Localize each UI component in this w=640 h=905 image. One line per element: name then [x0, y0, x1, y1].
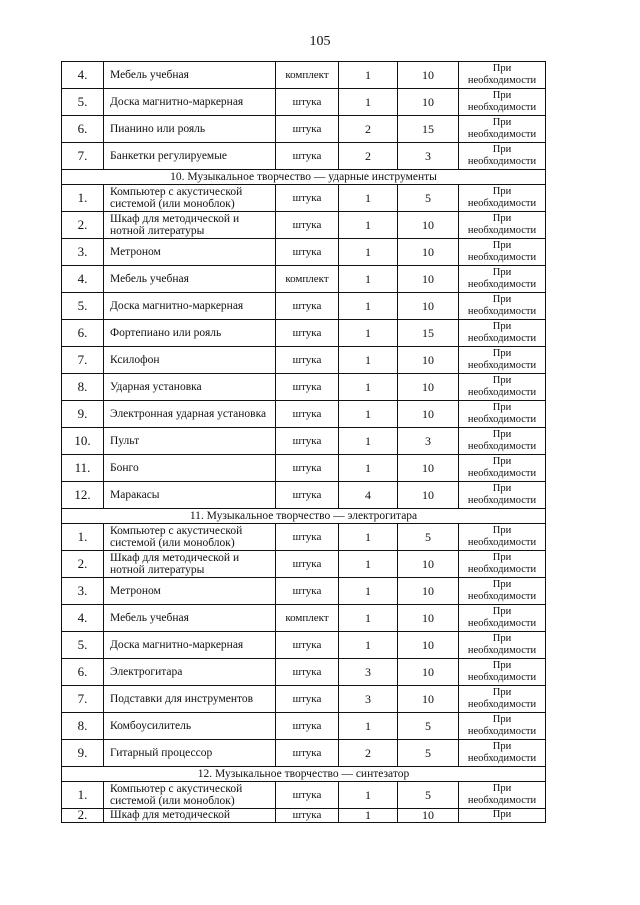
- quantity: 1: [339, 524, 398, 551]
- unit-of-measure: комплект: [276, 605, 339, 632]
- note: При необходимости: [459, 782, 546, 809]
- quantity: 4: [339, 482, 398, 509]
- table-row: [62, 482, 546, 509]
- row-number: 6.: [62, 116, 104, 143]
- item-name: Ударная установка: [104, 374, 276, 401]
- row-number: 1.: [62, 524, 104, 551]
- table-row: [62, 239, 546, 266]
- note: При необходимости: [459, 632, 546, 659]
- unit-of-measure: штука: [276, 293, 339, 320]
- item-name: Пульт: [104, 428, 276, 455]
- section-header-row: [62, 509, 546, 524]
- unit-of-measure: штука: [276, 320, 339, 347]
- quantity: 1: [339, 212, 398, 239]
- norm-value: 5: [398, 782, 459, 809]
- quantity: 1: [339, 89, 398, 116]
- table-row: [62, 782, 546, 809]
- row-number: 9.: [62, 401, 104, 428]
- quantity: 1: [339, 605, 398, 632]
- table-row: [62, 89, 546, 116]
- section-header-row: [62, 170, 546, 185]
- quantity: 1: [339, 401, 398, 428]
- quantity: 1: [339, 266, 398, 293]
- table-row: [62, 659, 546, 686]
- table-row: [62, 62, 546, 89]
- norm-value: 10: [398, 89, 459, 116]
- quantity: 1: [339, 632, 398, 659]
- table-row: [62, 401, 546, 428]
- note: При необходимости: [459, 659, 546, 686]
- equipment-table: [61, 61, 546, 823]
- table-row: [62, 143, 546, 170]
- unit-of-measure: штука: [276, 428, 339, 455]
- norm-value: 10: [398, 266, 459, 293]
- norm-value: 10: [398, 212, 459, 239]
- table-row: [62, 428, 546, 455]
- norm-value: 10: [398, 551, 459, 578]
- section-header-row: [62, 767, 546, 782]
- norm-value: 10: [398, 239, 459, 266]
- unit-of-measure: штука: [276, 632, 339, 659]
- unit-of-measure: штука: [276, 740, 339, 767]
- unit-of-measure: штука: [276, 713, 339, 740]
- table-row: [62, 605, 546, 632]
- norm-value: 10: [398, 605, 459, 632]
- item-name: Метроном: [104, 239, 276, 266]
- item-name: Компьютер с акустической системой (или моноблок): [104, 524, 276, 551]
- row-number: 9.: [62, 740, 104, 767]
- quantity: 3: [339, 659, 398, 686]
- norm-value: 10: [398, 686, 459, 713]
- note: При необходимости: [459, 551, 546, 578]
- note: При необходимости: [459, 320, 546, 347]
- norm-value: 10: [398, 809, 459, 823]
- quantity: 1: [339, 185, 398, 212]
- item-name: Комбоусилитель: [104, 713, 276, 740]
- table-row: [62, 320, 546, 347]
- table-row: [62, 347, 546, 374]
- note: При необходимости: [459, 116, 546, 143]
- table-row: [62, 374, 546, 401]
- row-number: 4.: [62, 605, 104, 632]
- unit-of-measure: штука: [276, 89, 339, 116]
- note: При необходимости: [459, 713, 546, 740]
- item-name: Маракасы: [104, 482, 276, 509]
- section-title: 12. Музыкальное творчество — синтезатор: [62, 767, 546, 782]
- unit-of-measure: штука: [276, 782, 339, 809]
- item-name: Компьютер с акустической системой (или моноблок): [104, 185, 276, 212]
- item-name: Шкаф для методической и нотной литературы: [104, 551, 276, 578]
- row-number: 1.: [62, 782, 104, 809]
- quantity: 1: [339, 455, 398, 482]
- quantity: 1: [339, 809, 398, 823]
- quantity: 1: [339, 551, 398, 578]
- item-name: Шкаф для методической и нотной литературы: [104, 212, 276, 239]
- unit-of-measure: штука: [276, 143, 339, 170]
- item-name: Доска магнитно-маркерная: [104, 632, 276, 659]
- unit-of-measure: штука: [276, 239, 339, 266]
- section-title: 10. Музыкальное творчество — ударные инструменты: [62, 170, 546, 185]
- norm-value: 5: [398, 185, 459, 212]
- quantity: 1: [339, 782, 398, 809]
- row-number: 2.: [62, 809, 104, 823]
- table-row: [62, 266, 546, 293]
- note: При необходимости: [459, 686, 546, 713]
- row-number: 11.: [62, 455, 104, 482]
- norm-value: 10: [398, 482, 459, 509]
- unit-of-measure: штука: [276, 809, 339, 823]
- unit-of-measure: штука: [276, 482, 339, 509]
- unit-of-measure: штука: [276, 659, 339, 686]
- norm-value: 10: [398, 347, 459, 374]
- item-name: Банкетки регулируемые: [104, 143, 276, 170]
- row-number: 10.: [62, 428, 104, 455]
- table-row: [62, 116, 546, 143]
- quantity: 1: [339, 239, 398, 266]
- unit-of-measure: штука: [276, 116, 339, 143]
- note: При необходимости: [459, 428, 546, 455]
- table-row: [62, 212, 546, 239]
- note: При необходимости: [459, 374, 546, 401]
- table-row: [62, 293, 546, 320]
- row-number: 2.: [62, 212, 104, 239]
- norm-value: 15: [398, 320, 459, 347]
- item-name: Бонго: [104, 455, 276, 482]
- item-name: Мебель учебная: [104, 605, 276, 632]
- note: При необходимости: [459, 62, 546, 89]
- unit-of-measure: комплект: [276, 266, 339, 293]
- norm-value: 10: [398, 455, 459, 482]
- norm-value: 10: [398, 401, 459, 428]
- item-name: Электрогитара: [104, 659, 276, 686]
- row-number: 12.: [62, 482, 104, 509]
- quantity: 1: [339, 347, 398, 374]
- quantity: 1: [339, 578, 398, 605]
- note: При необходимости: [459, 143, 546, 170]
- note: При необходимости: [459, 89, 546, 116]
- item-name: Электронная ударная установка: [104, 401, 276, 428]
- note: При: [459, 809, 546, 823]
- row-number: 4.: [62, 62, 104, 89]
- norm-value: 3: [398, 143, 459, 170]
- item-name: Доска магнитно-маркерная: [104, 89, 276, 116]
- unit-of-measure: штука: [276, 212, 339, 239]
- table-row: [62, 713, 546, 740]
- table-row: [62, 455, 546, 482]
- row-number: 4.: [62, 266, 104, 293]
- note: При необходимости: [459, 482, 546, 509]
- equipment-table-body: [62, 62, 546, 823]
- item-name: Метроном: [104, 578, 276, 605]
- row-number: 3.: [62, 239, 104, 266]
- row-number: 5.: [62, 89, 104, 116]
- table-row: [62, 686, 546, 713]
- item-name: Подставки для инструментов: [104, 686, 276, 713]
- unit-of-measure: штука: [276, 686, 339, 713]
- page-number: 105: [309, 34, 331, 49]
- quantity: 1: [339, 62, 398, 89]
- note: При необходимости: [459, 212, 546, 239]
- table-row: [62, 524, 546, 551]
- section-title: 11. Музыкальное творчество — электрогитара: [62, 509, 546, 524]
- item-name: Доска магнитно-маркерная: [104, 293, 276, 320]
- unit-of-measure: штука: [276, 551, 339, 578]
- note: При необходимости: [459, 605, 546, 632]
- norm-value: 10: [398, 659, 459, 686]
- table-row: [62, 185, 546, 212]
- quantity: 1: [339, 428, 398, 455]
- row-number: 8.: [62, 374, 104, 401]
- norm-value: 10: [398, 632, 459, 659]
- table-row: [62, 578, 546, 605]
- quantity: 1: [339, 320, 398, 347]
- item-name: Мебель учебная: [104, 266, 276, 293]
- note: При необходимости: [459, 239, 546, 266]
- row-number: 7.: [62, 686, 104, 713]
- norm-value: 10: [398, 374, 459, 401]
- table-row: [62, 740, 546, 767]
- quantity: 1: [339, 293, 398, 320]
- row-number: 6.: [62, 320, 104, 347]
- quantity: 3: [339, 686, 398, 713]
- quantity: 2: [339, 116, 398, 143]
- note: При необходимости: [459, 455, 546, 482]
- row-number: 5.: [62, 293, 104, 320]
- quantity: 2: [339, 740, 398, 767]
- quantity: 2: [339, 143, 398, 170]
- note: При необходимости: [459, 401, 546, 428]
- note: При необходимости: [459, 185, 546, 212]
- table-row: [62, 632, 546, 659]
- note: При необходимости: [459, 266, 546, 293]
- row-number: 6.: [62, 659, 104, 686]
- norm-value: 3: [398, 428, 459, 455]
- norm-value: 15: [398, 116, 459, 143]
- item-name: Пианино или рояль: [104, 116, 276, 143]
- row-number: 2.: [62, 551, 104, 578]
- note: При необходимости: [459, 578, 546, 605]
- item-name: Мебель учебная: [104, 62, 276, 89]
- row-number: 1.: [62, 185, 104, 212]
- unit-of-measure: штука: [276, 347, 339, 374]
- note: При необходимости: [459, 740, 546, 767]
- unit-of-measure: штука: [276, 455, 339, 482]
- note: При необходимости: [459, 524, 546, 551]
- item-name: Шкаф для методической: [104, 809, 276, 823]
- row-number: 3.: [62, 578, 104, 605]
- norm-value: 5: [398, 713, 459, 740]
- unit-of-measure: комплект: [276, 62, 339, 89]
- note: При необходимости: [459, 347, 546, 374]
- unit-of-measure: штука: [276, 524, 339, 551]
- row-number: 7.: [62, 347, 104, 374]
- norm-value: 5: [398, 740, 459, 767]
- unit-of-measure: штука: [276, 185, 339, 212]
- norm-value: 10: [398, 62, 459, 89]
- item-name: Ксилофон: [104, 347, 276, 374]
- norm-value: 5: [398, 524, 459, 551]
- unit-of-measure: штука: [276, 374, 339, 401]
- norm-value: 10: [398, 293, 459, 320]
- row-number: 7.: [62, 143, 104, 170]
- unit-of-measure: штука: [276, 401, 339, 428]
- item-name: Гитарный процессор: [104, 740, 276, 767]
- norm-value: 10: [398, 578, 459, 605]
- quantity: 1: [339, 374, 398, 401]
- row-number: 8.: [62, 713, 104, 740]
- table-row: [62, 551, 546, 578]
- item-name: Компьютер с акустической системой (или моноблок): [104, 782, 276, 809]
- item-name: Фортепиано или рояль: [104, 320, 276, 347]
- note: При необходимости: [459, 293, 546, 320]
- quantity: 1: [339, 713, 398, 740]
- table-row: [62, 809, 546, 823]
- unit-of-measure: штука: [276, 578, 339, 605]
- row-number: 5.: [62, 632, 104, 659]
